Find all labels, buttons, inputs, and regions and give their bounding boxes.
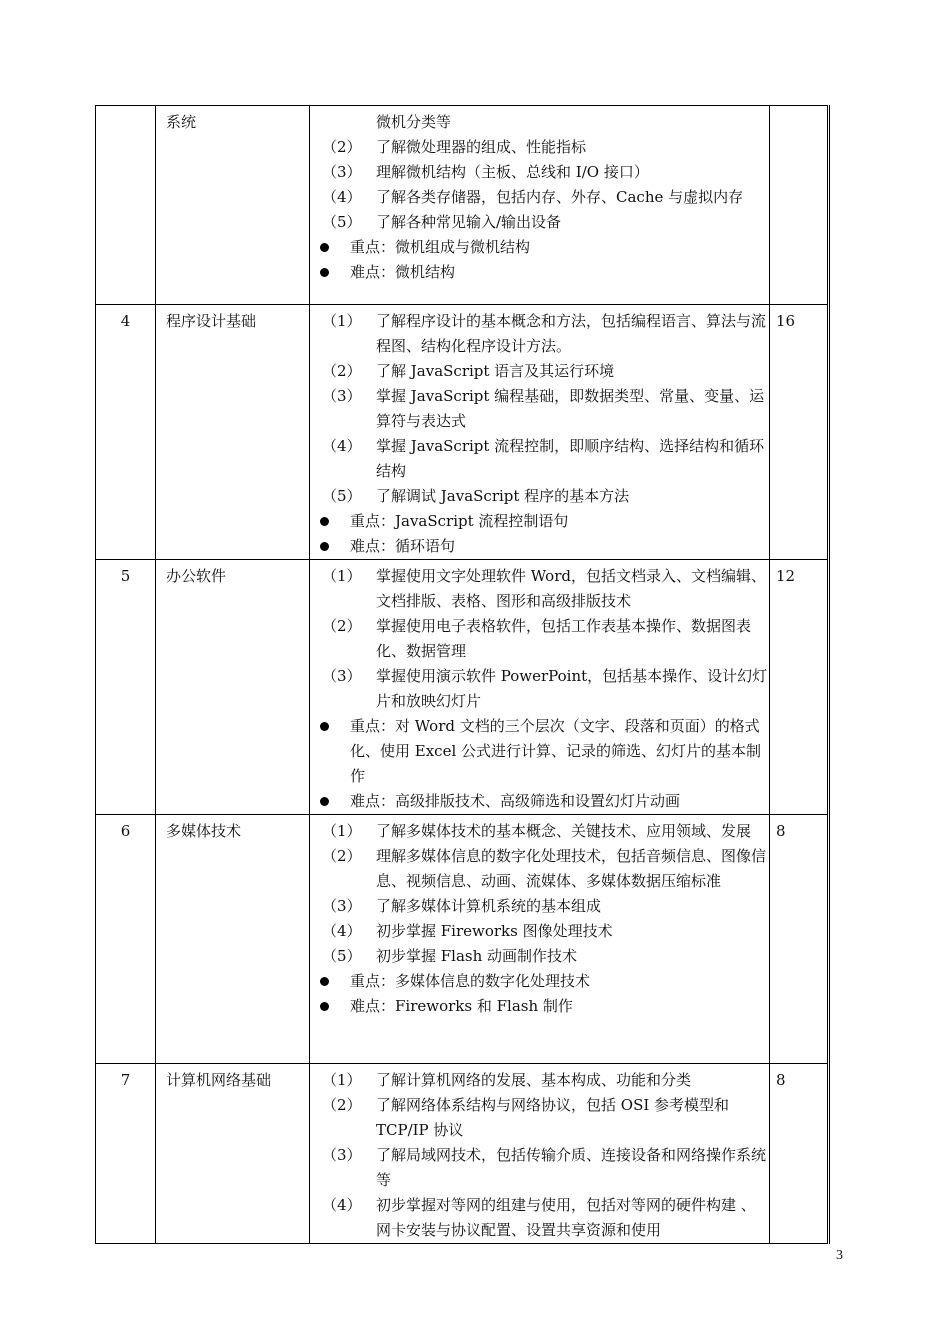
item-text: 难点：高级排版技术、高级筛选和设置幻灯片动画 — [350, 792, 681, 810]
bullet-icon — [320, 977, 329, 986]
numbered-item — [322, 309, 769, 359]
item-number: （2） — [322, 362, 362, 380]
item-text: 了解多媒体技术的基本概念、关键技术、应用领域、发展 — [376, 822, 752, 840]
item-text: 掌握使用电子表格软件，包括工作表基本操作、数据图表化、数据管理 — [376, 617, 752, 660]
chapter-content — [310, 560, 770, 815]
item-text: 了解微处理器的组成、性能指标 — [376, 138, 587, 156]
item-text: 重点：多媒体信息的数字化处理技术 — [350, 972, 591, 990]
numbered-item — [322, 160, 769, 185]
item-text: 了解各种常见输入/输出设备 — [376, 213, 562, 231]
numbered-item — [322, 185, 769, 210]
numbered-item — [322, 664, 769, 714]
numbered-item — [322, 564, 769, 614]
table-row — [96, 815, 829, 1064]
item-number: （4） — [322, 188, 362, 206]
bullet-icon — [320, 517, 329, 526]
chapter-number — [96, 106, 156, 305]
item-number: （1） — [322, 567, 362, 585]
numbered-item — [322, 819, 769, 844]
item-text: 难点：微机结构 — [350, 263, 456, 281]
numbered-item — [322, 1093, 769, 1143]
item-text: 了解计算机网络的发展、基本构成、功能和分类 — [376, 1071, 692, 1089]
item-number: （2） — [322, 1096, 362, 1114]
item-text: 掌握 JavaScript 编程基础，即数据类型、常量、变量、运算符与表达式 — [376, 387, 765, 430]
item-number: （3） — [322, 163, 362, 181]
item-number: （5） — [322, 947, 362, 965]
table-row — [96, 560, 829, 815]
table-row — [96, 1064, 829, 1244]
bullet-icon — [320, 243, 329, 252]
chapter-title: 办公软件 — [156, 560, 310, 815]
bullet-icon — [320, 797, 329, 806]
item-text: 了解局域网技术，包括传输介质、连接设备和网络操作系统等 — [376, 1146, 767, 1189]
item-text: 重点：对 Word 文档的三个层次（文字、段落和页面）的格式化、使用 Excel 公式进行计算、记录的筛选、幻灯片的基本制作 — [350, 717, 762, 785]
item-number: （4） — [322, 1196, 362, 1214]
chapter-title: 程序设计基础 — [156, 305, 310, 560]
numbered-item — [322, 1143, 769, 1193]
chapter-title: 多媒体技术 — [156, 815, 310, 1064]
item-number: （1） — [322, 822, 362, 840]
chapter-number: 6 — [96, 815, 156, 1064]
numbered-item — [322, 944, 769, 969]
item-text: 理解微机结构（主板、总线和 I/O 接口） — [376, 163, 649, 181]
item-text: 了解 JavaScript 语言及其运行环境 — [376, 362, 615, 380]
numbered-item — [322, 135, 769, 160]
item-text: 掌握使用文字处理软件 Word，包括文档录入、文档编辑、文档排版、表格、图形和高级排版技术 — [376, 567, 766, 610]
item-text: 掌握 JavaScript 流程控制，即顺序结构、选择结构和循环结构 — [376, 437, 765, 480]
item-number: （4） — [322, 922, 362, 940]
chapter-hours: 12 — [770, 560, 829, 815]
item-text: 初步掌握对等网的组建与使用，包括对等网的硬件构建 、网卡安装与协议配置、设置共享资源和使用 — [376, 1196, 756, 1239]
bullet-item — [320, 534, 769, 559]
item-number: （2） — [322, 138, 362, 156]
item-text: 了解调试 JavaScript 程序的基本方法 — [376, 487, 630, 505]
bullet-item — [320, 235, 769, 260]
item-number: （3） — [322, 387, 362, 405]
item-text: 了解程序设计的基本概念和方法，包括编程语言、算法与流程图、结构化程序设计方法。 — [376, 312, 767, 355]
item-number: （3） — [322, 1146, 362, 1164]
chapter-title: 计算机网络基础 — [156, 1064, 310, 1244]
table-row — [96, 305, 829, 560]
item-number: （4） — [322, 437, 362, 455]
table-row — [96, 106, 829, 305]
item-text: 了解网络体系结构与网络协议，包括 OSI 参考模型和 TCP/IP 协议 — [376, 1096, 730, 1139]
numbered-item — [322, 919, 769, 944]
bullet-icon — [320, 268, 329, 277]
chapter-content — [310, 106, 770, 305]
chapter-content — [310, 1064, 770, 1244]
item-number: （3） — [322, 667, 362, 685]
bullet-icon — [320, 542, 329, 551]
item-text: 初步掌握 Fireworks 图像处理技术 — [376, 922, 613, 940]
bullet-item — [320, 509, 769, 534]
item-text: 初步掌握 Flash 动画制作技术 — [376, 947, 578, 965]
item-number: （1） — [322, 312, 362, 330]
numbered-item — [322, 844, 769, 894]
numbered-item — [322, 894, 769, 919]
chapter-number: 5 — [96, 560, 156, 815]
chapter-hours: 8 — [770, 1064, 829, 1244]
chapter-content — [310, 815, 770, 1064]
numbered-item — [322, 1068, 769, 1093]
item-text: 难点：循环语句 — [350, 537, 456, 555]
item-number: （2） — [322, 617, 362, 635]
numbered-item — [322, 359, 769, 384]
chapter-number: 4 — [96, 305, 156, 560]
item-number: （2） — [322, 847, 362, 865]
item-number: （1） — [322, 1071, 362, 1089]
numbered-item — [322, 210, 769, 235]
bullet-item — [320, 260, 769, 285]
item-number: （3） — [322, 897, 362, 915]
item-number: （5） — [322, 487, 362, 505]
numbered-item — [322, 1193, 769, 1243]
syllabus-table — [95, 105, 830, 1244]
chapter-hours — [770, 106, 829, 305]
item-text: 难点：Fireworks 和 Flash 制作 — [350, 997, 573, 1015]
continued-text: 微机分类等 — [376, 113, 452, 131]
bullet-icon — [320, 722, 329, 731]
numbered-item — [322, 384, 769, 434]
item-text: 重点：JavaScript 流程控制语句 — [350, 512, 569, 530]
item-number: （5） — [322, 213, 362, 231]
item-text: 重点：微机组成与微机结构 — [350, 238, 531, 256]
bullet-item — [320, 714, 769, 789]
chapter-title: 系统 — [156, 106, 310, 305]
item-text: 理解多媒体信息的数字化处理技术，包括音频信息、图像信息、视频信息、动画、流媒体、多媒体数据压缩标准 — [376, 847, 767, 890]
numbered-item — [322, 614, 769, 664]
page-number: 3 — [836, 1248, 843, 1263]
chapter-number: 7 — [96, 1064, 156, 1244]
bullet-item — [320, 969, 769, 994]
numbered-item — [322, 484, 769, 509]
bullet-icon — [320, 1002, 329, 1011]
item-text: 了解各类存储器，包括内存、外存、Cache 与虚拟内存 — [376, 188, 744, 206]
chapter-hours: 16 — [770, 305, 829, 560]
chapter-hours: 8 — [770, 815, 829, 1064]
chapter-content — [310, 305, 770, 560]
item-text: 了解多媒体计算机系统的基本组成 — [376, 897, 602, 915]
numbered-item — [322, 434, 769, 484]
bullet-item — [320, 789, 769, 814]
bullet-item — [320, 994, 769, 1019]
item-text: 掌握使用演示软件 PowerPoint，包括基本操作、设计幻灯片和放映幻灯片 — [376, 667, 768, 710]
